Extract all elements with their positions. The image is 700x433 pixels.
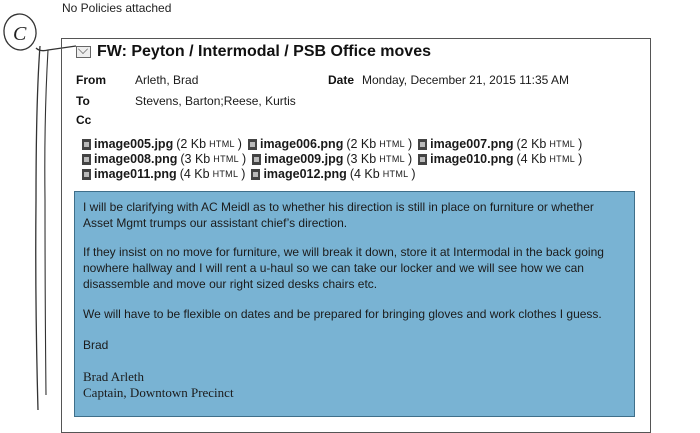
attachment-size: (4 Kb (179, 167, 210, 181)
attachment-format-link[interactable]: HTML (212, 169, 239, 179)
body-text-line: disassemble and move our right sized desks chairs etc. (83, 277, 378, 291)
email-subject (76, 43, 431, 61)
image-file-icon (82, 154, 91, 165)
attachment-paren: ) (237, 137, 242, 151)
attachment-size: (4 Kb (516, 152, 547, 166)
attachment-item[interactable] (82, 152, 246, 166)
attachment-name[interactable]: image009.jpg (264, 152, 344, 166)
image-file-icon (248, 139, 257, 150)
attachment-format-link[interactable]: HTML (549, 154, 576, 164)
attachment-item[interactable] (82, 167, 245, 181)
signature-title: Captain, Downtown Precinct (83, 385, 234, 400)
attachment-item[interactable] (248, 137, 412, 151)
attachment-item[interactable] (252, 152, 412, 166)
date-value: Monday, December 21, 2015 11:35 AM (362, 73, 570, 87)
attachments-row (82, 152, 582, 166)
attachment-item[interactable] (251, 167, 415, 181)
image-file-icon (418, 154, 427, 165)
attachments-row (82, 137, 582, 151)
attachment-format-link[interactable]: HTML (213, 154, 239, 164)
attachment-paren: ) (407, 137, 413, 151)
email-body-highlighted (74, 191, 635, 417)
attachment-paren: ) (241, 167, 246, 181)
attachment-name[interactable]: image008.png (94, 152, 178, 166)
annotation-letter: C (13, 23, 27, 45)
attachment-size: (2 Kb (346, 137, 377, 151)
policies-note: No Policies attached (62, 1, 172, 15)
body-text-line: If they insist on no move for furniture, we will break it down, store it at Intermodal in the back going (83, 245, 604, 259)
annotation-bracket-inner (45, 50, 48, 395)
body-text-line: We will have to be flexible on dates and be prepared for bringing gloves and work clothes I guess. (83, 307, 602, 321)
attachment-size: (2 Kb (176, 137, 207, 151)
attachment-size: (4 Kb (349, 167, 380, 181)
body-text-line: I will be clarifying with AC Meidl as to whether his direction is still in place on furniture or whether (83, 200, 594, 214)
cc-label: Cc (76, 113, 92, 127)
closing-text: Brad (83, 338, 109, 352)
attachment-name[interactable]: image011.png (94, 167, 177, 181)
attachment-format-link[interactable]: HTML (379, 154, 405, 164)
attachment-item[interactable] (418, 152, 582, 166)
attachment-size: (3 Kb (346, 152, 377, 166)
attachment-paren: ) (407, 152, 413, 166)
envelope-icon (76, 46, 91, 58)
body-text-line: nowhere hallway and I will rent a u-haul so we can take our locker and we will see how we can (83, 261, 584, 275)
image-file-icon (82, 139, 91, 150)
attachments-row (82, 167, 416, 181)
attachment-name[interactable]: image006.png (259, 137, 344, 151)
attachment-size: (2 Kb (516, 137, 547, 151)
image-file-icon (251, 169, 260, 180)
image-file-icon (82, 169, 91, 180)
to-value: Stevens, Barton;Reese, Kurtis (135, 94, 296, 108)
attachment-size: (3 Kb (180, 152, 211, 166)
attachment-item[interactable] (82, 137, 242, 151)
attachment-paren: ) (411, 167, 416, 181)
annotation-bracket-left (36, 46, 40, 410)
attachment-format-link[interactable]: HTML (549, 139, 576, 149)
email-subject-text: FW: Peyton / Intermodal / PSB Office moves (97, 43, 431, 60)
signature-name: Brad Arleth (83, 369, 145, 384)
attachment-format-link[interactable]: HTML (379, 139, 405, 149)
date-label: Date (328, 73, 355, 87)
attachment-item[interactable] (418, 137, 582, 151)
to-label: To (76, 94, 90, 108)
body-text-line: Asset Mgmt trumps our assistant chief’s direction. (83, 216, 348, 230)
attachment-format-link[interactable]: HTML (209, 139, 235, 149)
attachment-name[interactable]: image005.jpg (94, 137, 174, 151)
attachment-paren: ) (241, 152, 247, 166)
attachment-paren: ) (578, 152, 583, 166)
attachment-paren: ) (578, 137, 583, 151)
attachment-name[interactable]: image007.png (430, 137, 514, 151)
image-file-icon (252, 154, 261, 165)
attachment-name[interactable]: image012.png (263, 167, 347, 181)
email-message (61, 38, 651, 433)
attachment-format-link[interactable]: HTML (382, 169, 409, 179)
image-file-icon (418, 139, 427, 150)
attachment-name[interactable]: image010.png (430, 152, 514, 166)
from-value: Arleth, Brad (135, 73, 199, 87)
from-label: From (76, 73, 106, 87)
